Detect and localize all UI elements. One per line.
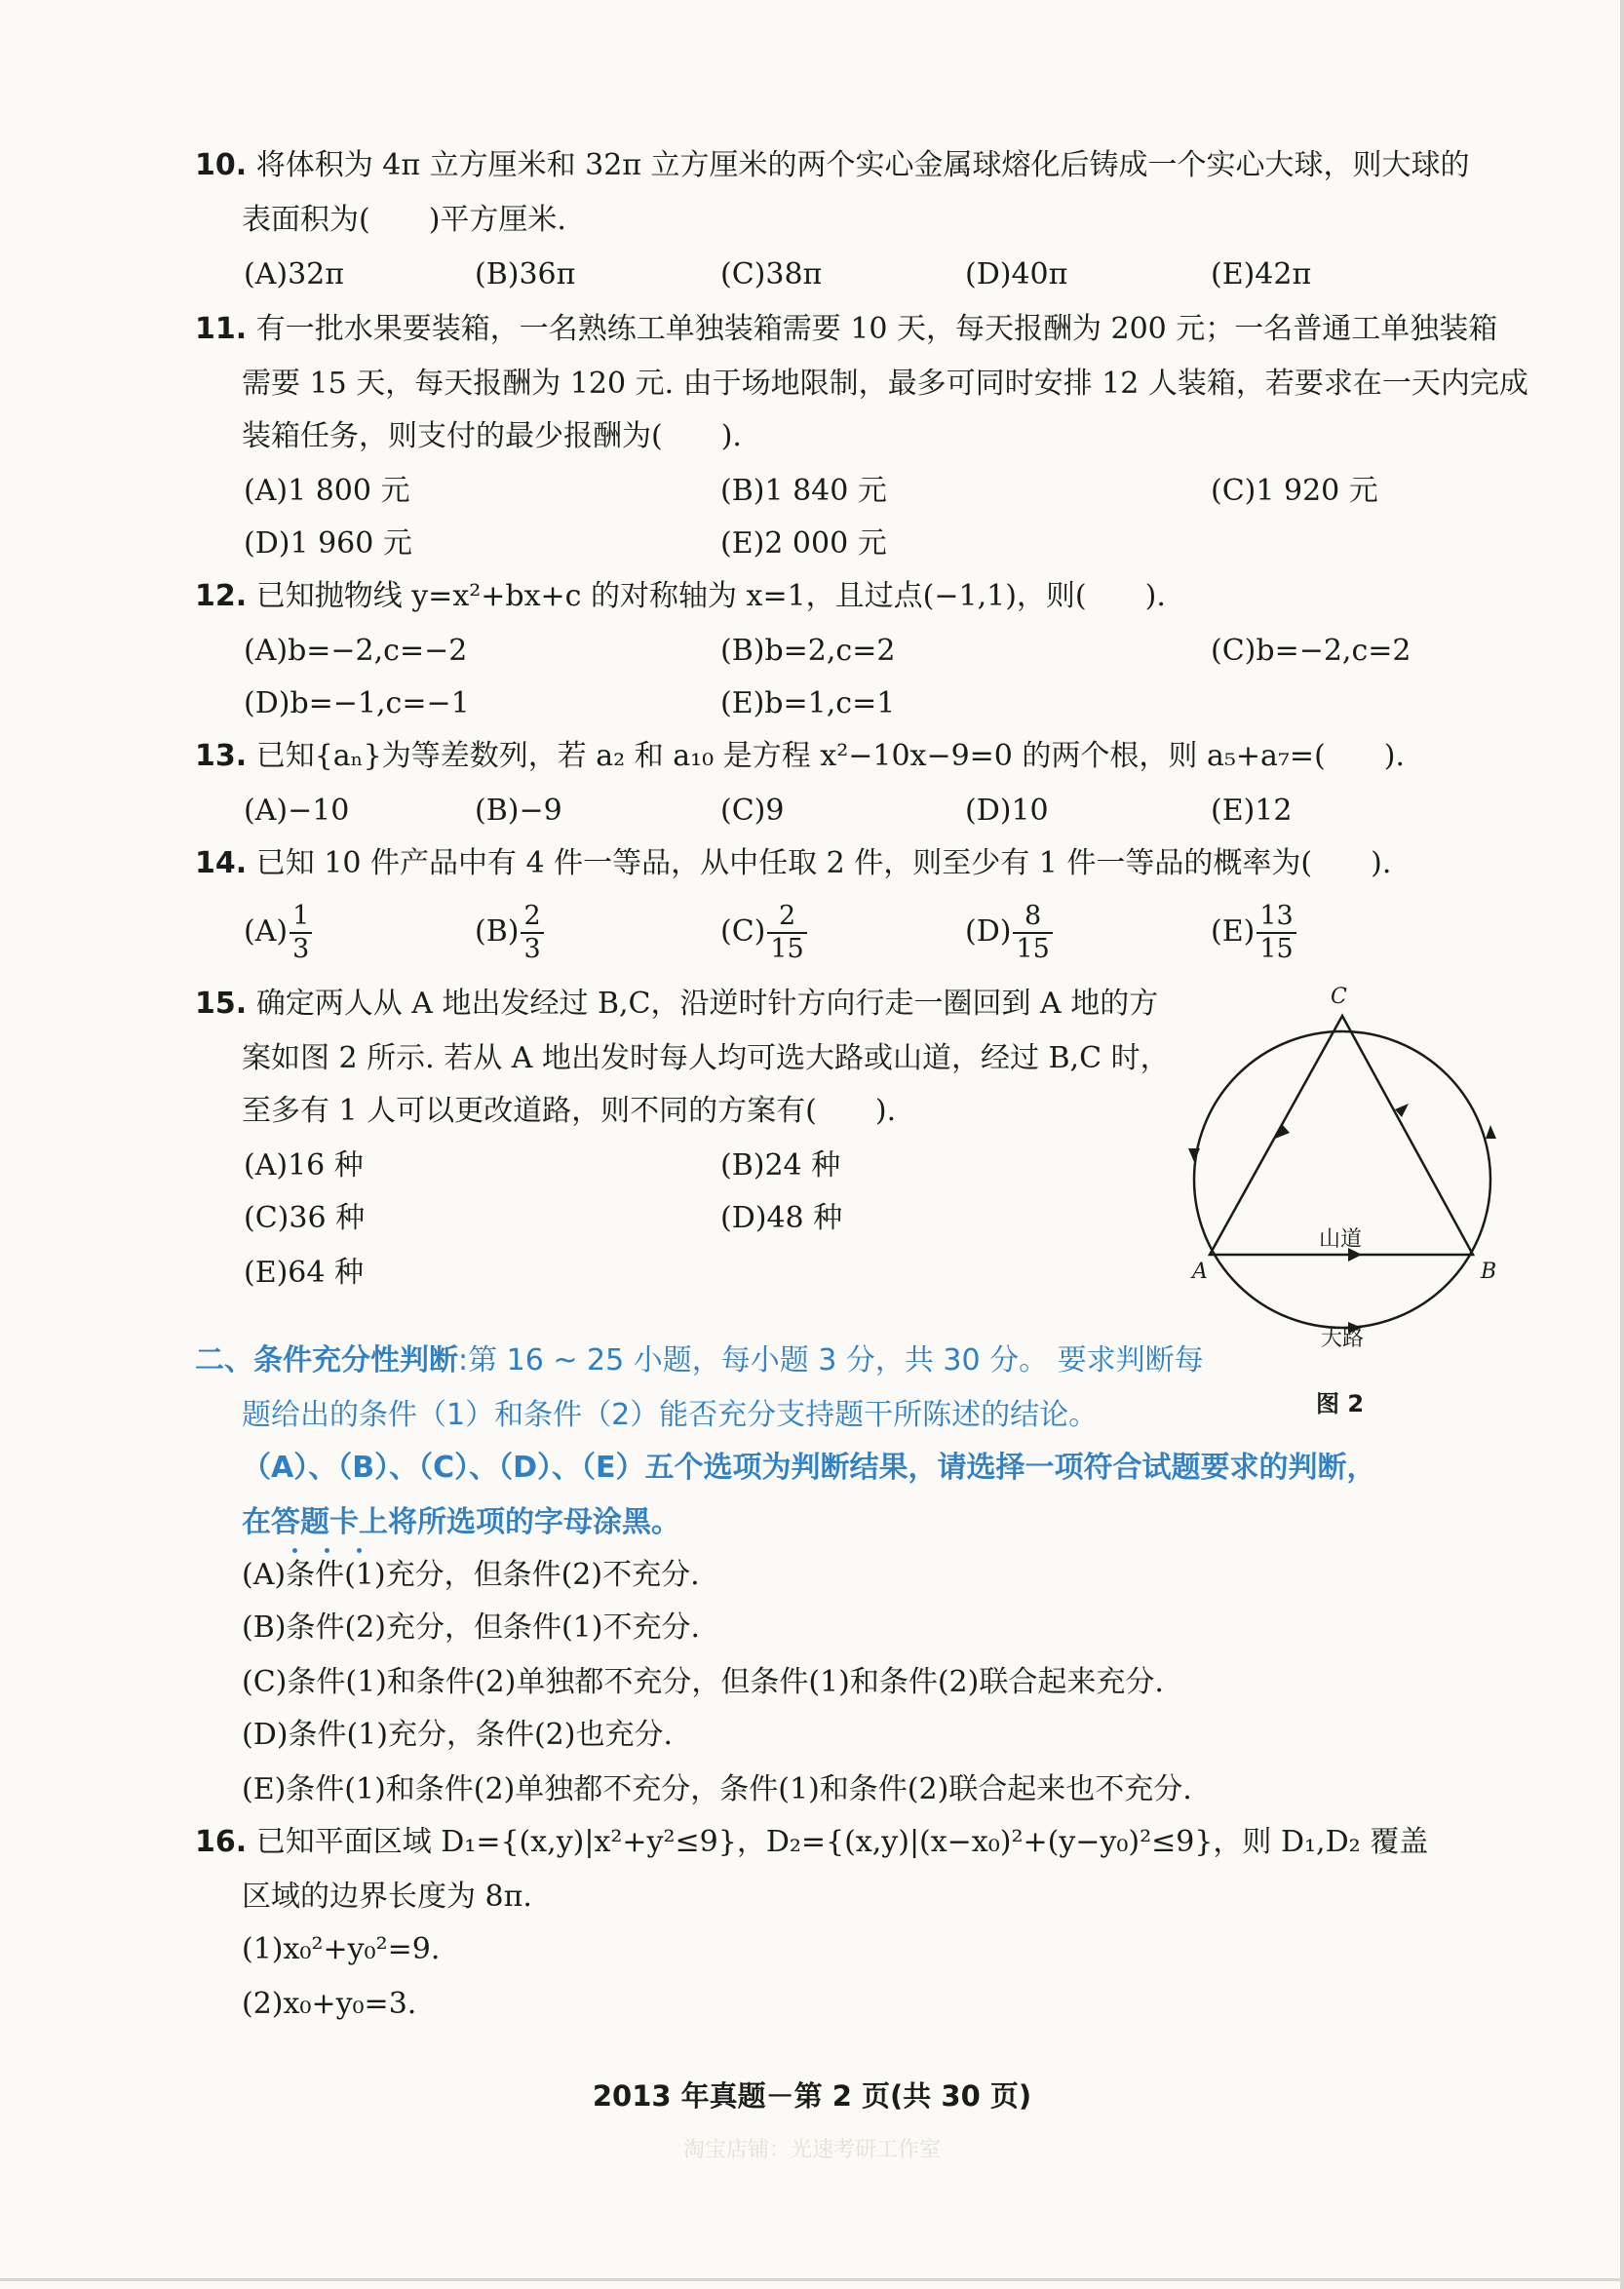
question-number: 14. <box>195 846 248 880</box>
option: (D)1 960 元 <box>244 526 412 561</box>
numerator: 13 <box>1257 901 1295 934</box>
option: (E)2 000 元 <box>720 526 887 561</box>
option: (D)40π <box>965 257 1068 291</box>
question-text: 将体积为 4π 立方厘米和 32π 立方厘米的两个实心金属球熔化后铸成一个实心大球，则大球的 <box>255 148 1470 182</box>
option: (C)36 种 <box>244 1201 366 1235</box>
numerator: 2 <box>767 901 806 934</box>
question-13 <box>195 737 1488 776</box>
section-intro: :第 16 ~ 25 小题，每小题 3 分，共 30 分。 要求判断每 <box>458 1343 1204 1377</box>
question-12 <box>195 577 1488 616</box>
judgement-choice: (D)条件(1)充分，条件(2)也充分. <box>242 1718 673 1752</box>
question-text: 已知抛物线 y=x²+bx+c 的对称轴为 x=1，且过点(−1,1)，则( ). <box>255 579 1166 613</box>
numerator: 1 <box>290 901 312 934</box>
question-text-line: 至多有 1 人可以更改道路，则不同的方案有( ). <box>242 1094 897 1128</box>
scan-edge <box>1620 0 1624 2289</box>
figure-2 <box>1175 985 1526 1417</box>
page-footer: 2013 年真题－第 2 页(共 30 页) <box>592 2079 1032 2113</box>
option: (D)48 种 <box>720 1201 843 1235</box>
question-15 <box>195 985 1158 1024</box>
circle-main-road <box>1194 1031 1490 1328</box>
question-number: 13. <box>195 739 248 773</box>
option-fraction <box>244 901 312 965</box>
question-text-line: 区域的边界长度为 8π. <box>242 1880 532 1914</box>
option-label: (C) <box>720 914 766 949</box>
question-text: 已知 10 件产品中有 4 件一等品，从中任取 2 件，则至少有 1 件一等品的概率为( ). <box>255 846 1392 880</box>
figure-caption: 图 2 <box>1316 1390 1365 1417</box>
numerator: 8 <box>1013 901 1052 934</box>
denominator: 15 <box>770 934 804 964</box>
option: (D)b=−1,c=−1 <box>244 686 470 720</box>
question-text-line: 装箱任务，则支付的最少报酬为( ). <box>242 419 742 453</box>
option: (E)12 <box>1211 794 1293 828</box>
option-label: (E) <box>1211 914 1256 949</box>
option-fraction <box>720 901 807 965</box>
denominator: 3 <box>292 934 310 964</box>
point-label-c: C <box>1331 985 1347 1009</box>
point-label-b: B <box>1481 1260 1497 1284</box>
option-label: (A) <box>244 914 289 949</box>
question-number: 16. <box>195 1825 248 1859</box>
denominator: 15 <box>1016 934 1050 964</box>
question-text-line: 需要 15 天，每天报酬为 120 元. 由于场地限制，最多可同时安排 12 人装箱，若要求在一天内完成 <box>242 367 1528 401</box>
option-label: (B) <box>475 914 520 949</box>
option: (B)1 840 元 <box>720 474 887 508</box>
denominator: 3 <box>523 934 541 964</box>
question-11 <box>195 310 1498 349</box>
judgement-choice: (C)条件(1)和条件(2)单独都不充分，但条件(1)和条件(2)联合起来充分. <box>242 1665 1164 1699</box>
option: (E)42π <box>1211 257 1312 291</box>
option: (C)1 920 元 <box>1211 474 1378 508</box>
emphasis-dot <box>357 1548 362 1553</box>
option: (A)16 种 <box>244 1148 364 1183</box>
fraction <box>767 901 806 965</box>
question-text: 已知平面区域 D₁={(x,y)|x²+y²≤9}，D₂={(x,y)|(x−x₀)²+(y−y₀)²≤9}，则 D₁,D₂ 覆盖 <box>255 1825 1429 1859</box>
option-fraction <box>475 901 544 965</box>
option-fraction <box>965 901 1053 965</box>
arrow-icon <box>1486 1125 1496 1139</box>
numerator: 2 <box>521 901 543 934</box>
option: (A)−10 <box>244 794 350 828</box>
question-text-line: 案如图 2 所示. 若从 A 地出发时每人均可选大路或山道，经过 B,C 时， <box>242 1041 1170 1075</box>
option: (B)b=2,c=2 <box>720 634 896 668</box>
fraction <box>1013 901 1052 965</box>
option: (E)b=1,c=1 <box>720 686 896 720</box>
question-number: 11. <box>195 312 248 346</box>
main-road-label: 大路 <box>1321 1327 1365 1351</box>
question-14 <box>195 844 1488 883</box>
option: (D)10 <box>965 794 1049 828</box>
question-text: 已知{aₙ}为等差数列，若 a₂ 和 a₁₀ 是方程 x²−10x−9=0 的两个根，则 a₅+a₇=( ). <box>255 739 1406 773</box>
section-intro-line: （A）、（B）、（C）、（D）、（E）五个选项为判断结果，请选择一项符合试题要求的判断， <box>242 1451 1376 1485</box>
watermark: 淘宝店铺：光速考研工作室 <box>682 2138 941 2162</box>
option: (E)64 种 <box>244 1256 365 1290</box>
fraction <box>1257 901 1295 965</box>
question-16 <box>195 1823 1488 1862</box>
emphasis-dot <box>325 1548 329 1553</box>
condition-2: (2)x₀+y₀=3. <box>242 1987 417 2021</box>
section-2-heading <box>195 1341 1204 1380</box>
option-label: (D) <box>965 914 1012 949</box>
condition-1: (1)x₀²+y₀²=9. <box>242 1932 441 1966</box>
option: (B)36π <box>475 257 576 291</box>
section-title: 二、条件充分性判断 <box>195 1343 458 1377</box>
option: (A)1 800 元 <box>244 474 410 508</box>
arrow-icon <box>1188 1148 1200 1162</box>
denominator: 15 <box>1259 934 1294 964</box>
section-intro-line: 题给出的条件（1）和条件（2）能否充分支持题干所陈述的结论。 <box>242 1398 1099 1432</box>
point-label-a: A <box>1192 1260 1208 1284</box>
option: (A)b=−2,c=−2 <box>244 634 468 668</box>
fraction <box>290 901 312 965</box>
option: (C)b=−2,c=2 <box>1211 634 1411 668</box>
option: (A)32π <box>244 257 344 291</box>
question-text-line: 表面积为( )平方厘米. <box>242 203 566 237</box>
option: (B)−9 <box>475 794 562 828</box>
triangle-mountain-path <box>1210 1016 1473 1255</box>
question-10 <box>195 146 1488 185</box>
emphasis-dot <box>292 1548 297 1553</box>
judgement-choice: (A)条件(1)充分，但条件(2)不充分. <box>242 1558 700 1592</box>
question-number: 15. <box>195 987 248 1021</box>
question-number: 12. <box>195 579 248 613</box>
question-text: 有一批水果要装箱，一名熟练工单独装箱需要 10 天，每天报酬为 200 元；一名普通工单独装箱 <box>255 312 1498 346</box>
question-text: 确定两人从 A 地出发经过 B,C，沿逆时针方向行走一圈回到 A 地的方 <box>255 987 1159 1021</box>
option-fraction <box>1211 901 1296 965</box>
option: (B)24 种 <box>720 1148 841 1183</box>
judgement-choice: (E)条件(1)和条件(2)单独都不充分，条件(1)和条件(2)联合起来也不充分. <box>242 1772 1192 1806</box>
option: (C)9 <box>720 794 785 828</box>
fraction <box>521 901 543 965</box>
mountain-path-label: 山道 <box>1319 1227 1363 1252</box>
scan-edge <box>0 2278 1624 2281</box>
option: (C)38π <box>720 257 823 291</box>
section-intro-line: 在答题卡上将所选项的字母涂黑。 <box>242 1505 680 1539</box>
question-number: 10. <box>195 148 248 182</box>
judgement-choice: (B)条件(2)充分，但条件(1)不充分. <box>242 1610 700 1645</box>
